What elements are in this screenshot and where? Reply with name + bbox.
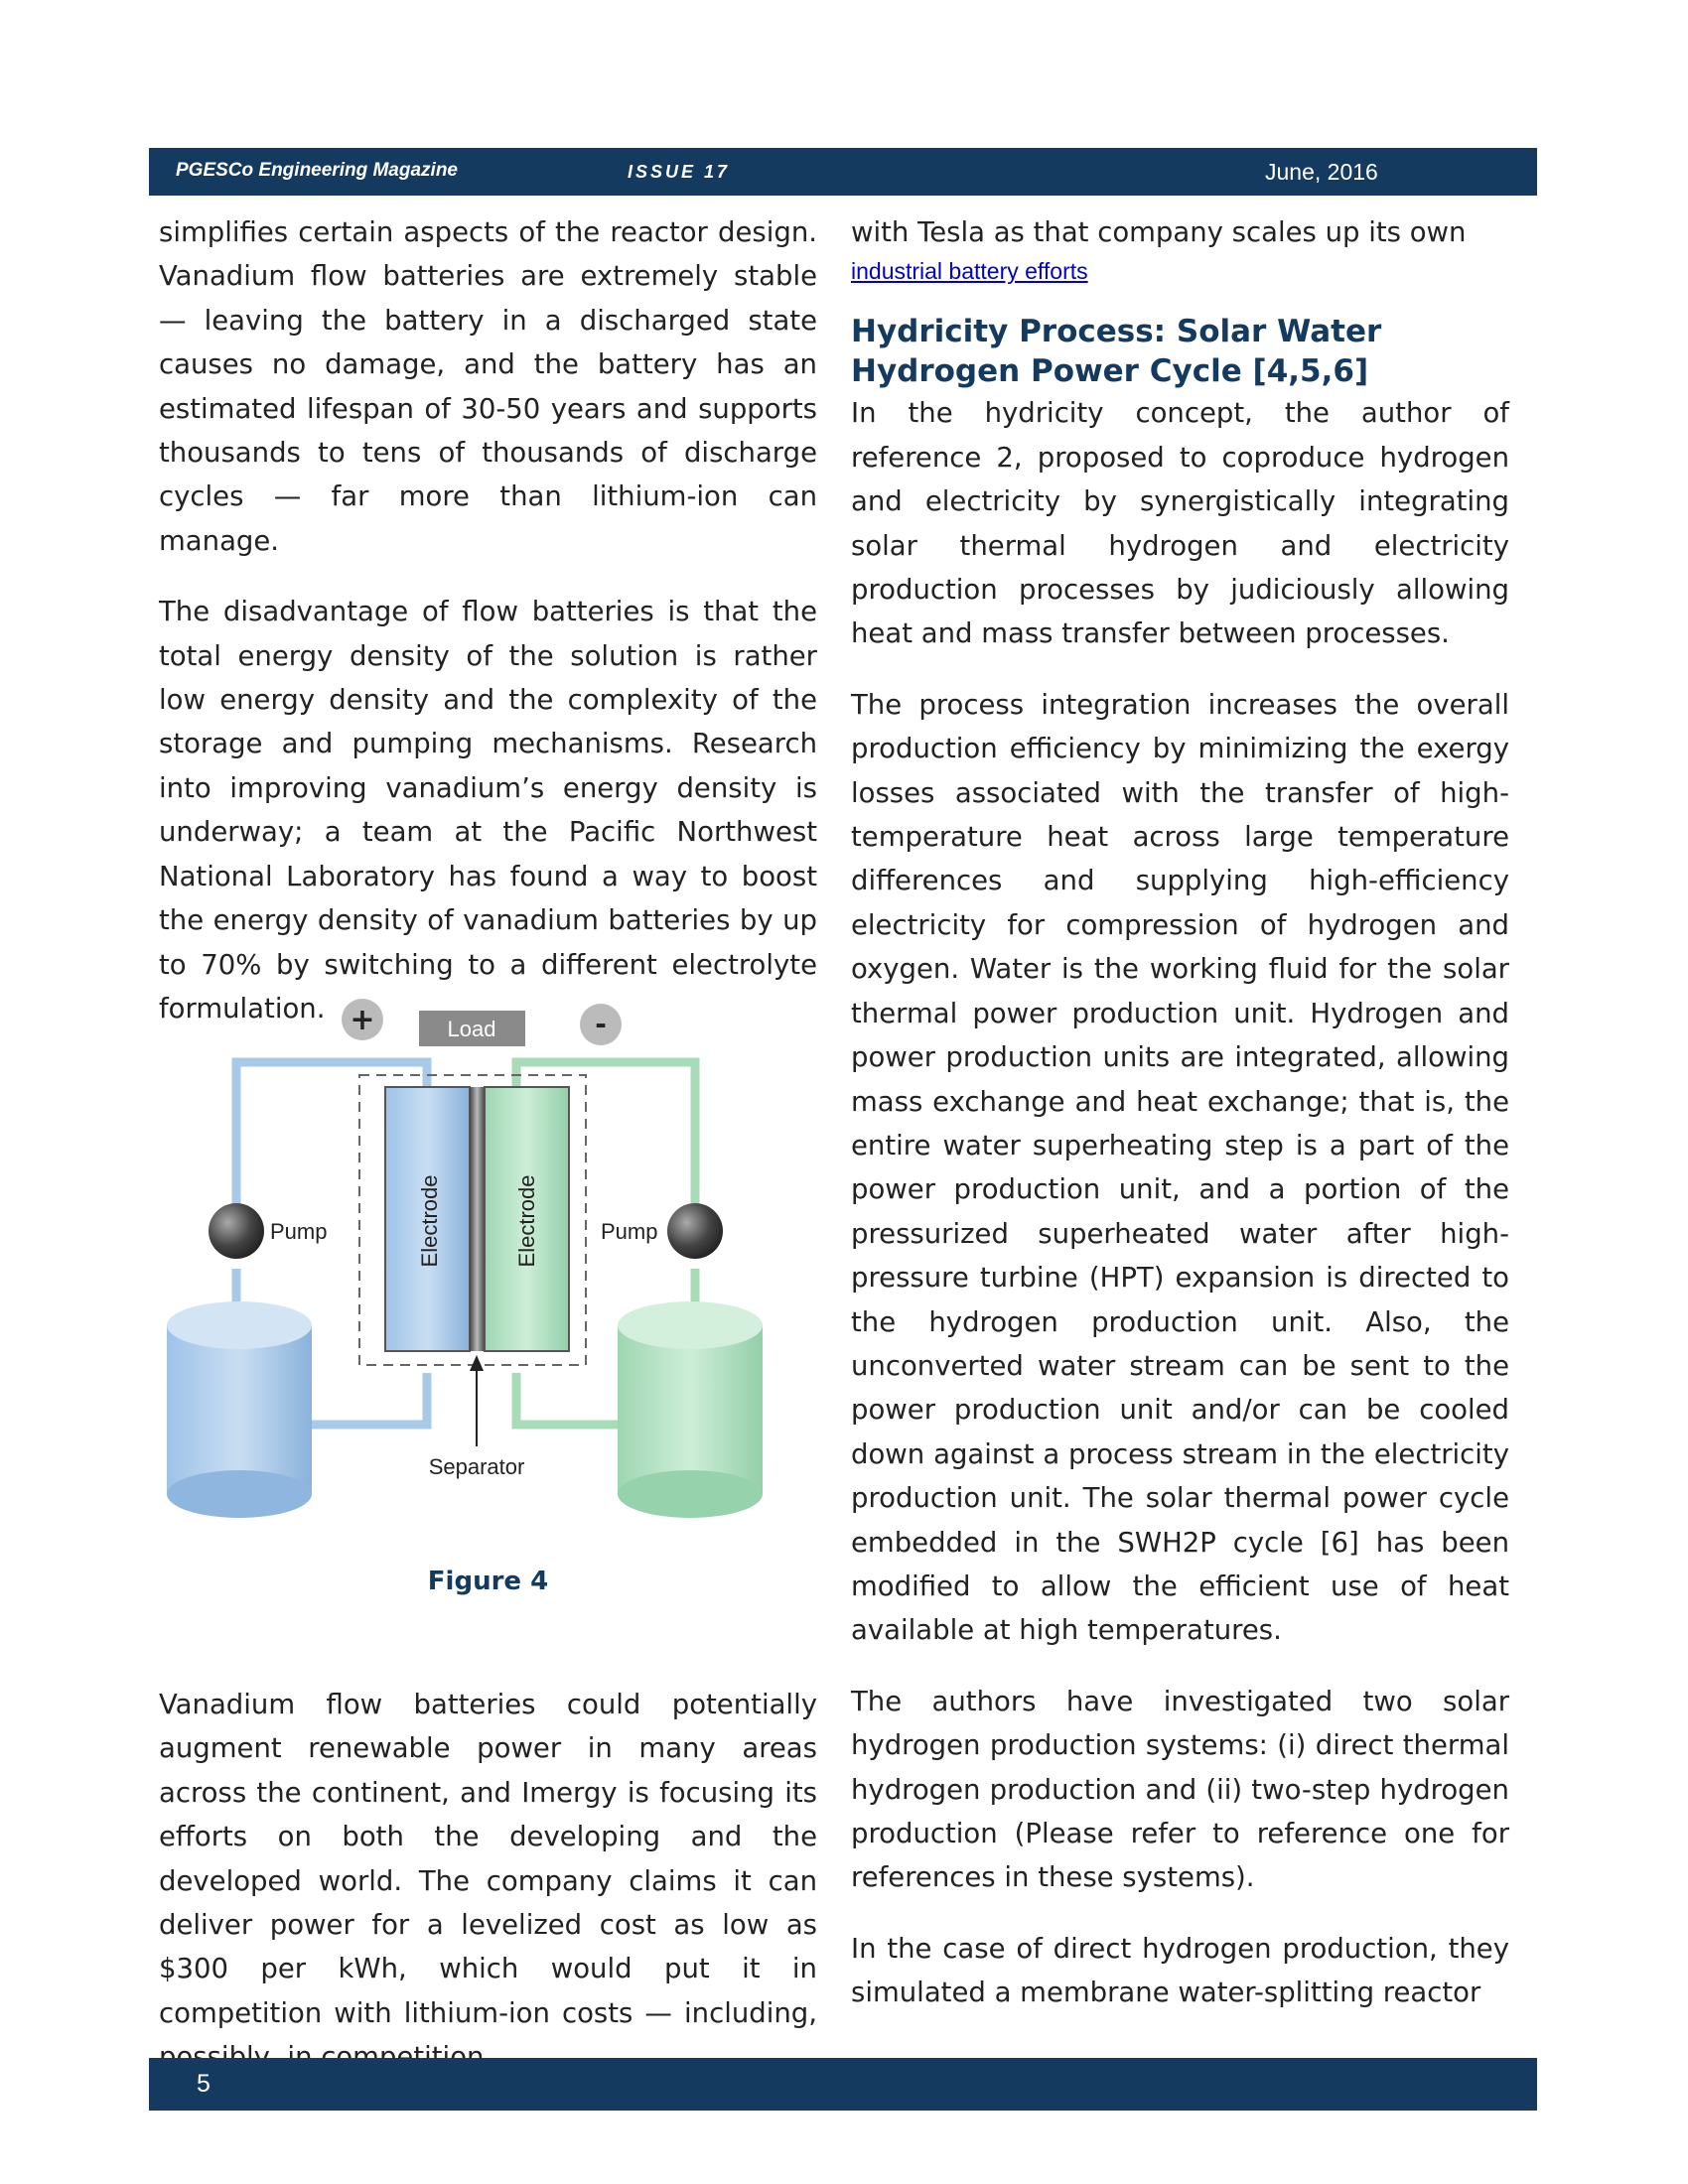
right-pump (667, 1203, 723, 1259)
plus-label: + (350, 1003, 375, 1037)
pump-left-label: Pump (270, 1219, 328, 1244)
section-heading: Hydricity Process: Solar Water Hydrogen Power Cycle [4,5,6] (851, 314, 1382, 390)
load-label: Load (447, 1017, 496, 1041)
pump-right-label: Pump (601, 1219, 658, 1244)
separator-label: Separator (428, 1454, 525, 1479)
electrode-left-label: Electrode (417, 1174, 442, 1268)
paragraph: simplifies certain aspects of the reactor design. Vanadium flow batteries are extremely stable — leaving the battery in a discharged state causes no damage, and the battery has an estimated lifespan of 30-50 years and supports thousands to tens of thousands of discharge cycles — far more than lithium-ion can manage. (159, 216, 817, 557)
paragraph: In the hydricity concept, the author of reference 2, proposed to coproduce hydrogen and electricity by synergistically integrating solar thermal hydrogen and electricity production processes by judiciously allowing heat and mass transfer between processes. (851, 397, 1509, 650)
separator-membrane (470, 1087, 485, 1351)
page-number: 5 (197, 2070, 211, 2098)
paragraph: with Tesla as that company scales up its own (851, 216, 1467, 248)
right-tank (618, 1301, 763, 1518)
figure-caption: Figure 4 (427, 1567, 549, 1596)
paragraph: Vanadium flow batteries could potentially augment renewable power in many areas across the continent, and Imergy is focusing its efforts on both the developing and the developed world. The company claims it can deliver power for a levelized cost as low as $300 per kWh, which would put it in competition with lithium-ion costs — including, (159, 1689, 817, 2029)
minus-label: - (595, 1008, 607, 1040)
right-column (851, 210, 1509, 2015)
footer-bar (149, 2058, 1537, 2111)
header-bar (149, 148, 1537, 196)
paragraph: The process integration increases the overall production efficiency by minimizing the exergy losses associated with the transfer of high-temperature heat across large temperature differences and supplying high-efficiency electricity for compression of hydrogen and oxygen. Water is the working fluid for the solar thermal power production unit. Hydrogen and power production units are integrated, allowing mass exchange and heat exchange; that is, the entire water superheating step is a part of the power production unit, and a portion of the pressurized superheated water after high-pressure turbine (HPT) expansion is directed to the hydrogen production unit. Also, the unconverted water stream can be sent to the power production unit and/or can be cooled down against a process stream in the electricity production unit. The solar thermal power cycle embedded in the SWH2P cycle [6] has been modified to allow the efficient use of heat available at high temperatures. (851, 688, 1509, 1647)
issue-date: June, 2016 (1265, 159, 1378, 185)
magazine-title: PGESCo Engineering Magazine (176, 160, 458, 181)
electrode-right-label: Electrode (514, 1174, 539, 1268)
left-column-bottom (159, 1683, 817, 2080)
paragraph: The disadvantage of flow batteries is that the total energy density of the solution is rather low energy density and the complexity of the storage and pumping mechanisms. Research into improving vanadium’s energy density is underway; a team at the Pacific Northwest National Laboratory has found a way to boost the energy density of vanadium batteries by up to 70% by switching to a different electrolyte formulation. (159, 596, 817, 1024)
industrial-battery-link[interactable]: industrial battery efforts (851, 258, 1088, 285)
left-tank (167, 1301, 312, 1518)
paragraph: The authors have investigated two solar hydrogen production systems: (i) direct thermal hydrogen production and (ii) two-step hydrogen production (Please refer to reference one for references in these systems). (851, 1685, 1509, 1894)
left-pump (209, 1203, 264, 1259)
left-column (159, 210, 817, 1030)
issue-number: ISSUE 17 (628, 162, 731, 182)
flow-battery-figure (159, 988, 765, 1554)
paragraph: In the case of direct hydrogen production, they simulated a membrane water-splitting reactor (851, 1932, 1509, 2009)
